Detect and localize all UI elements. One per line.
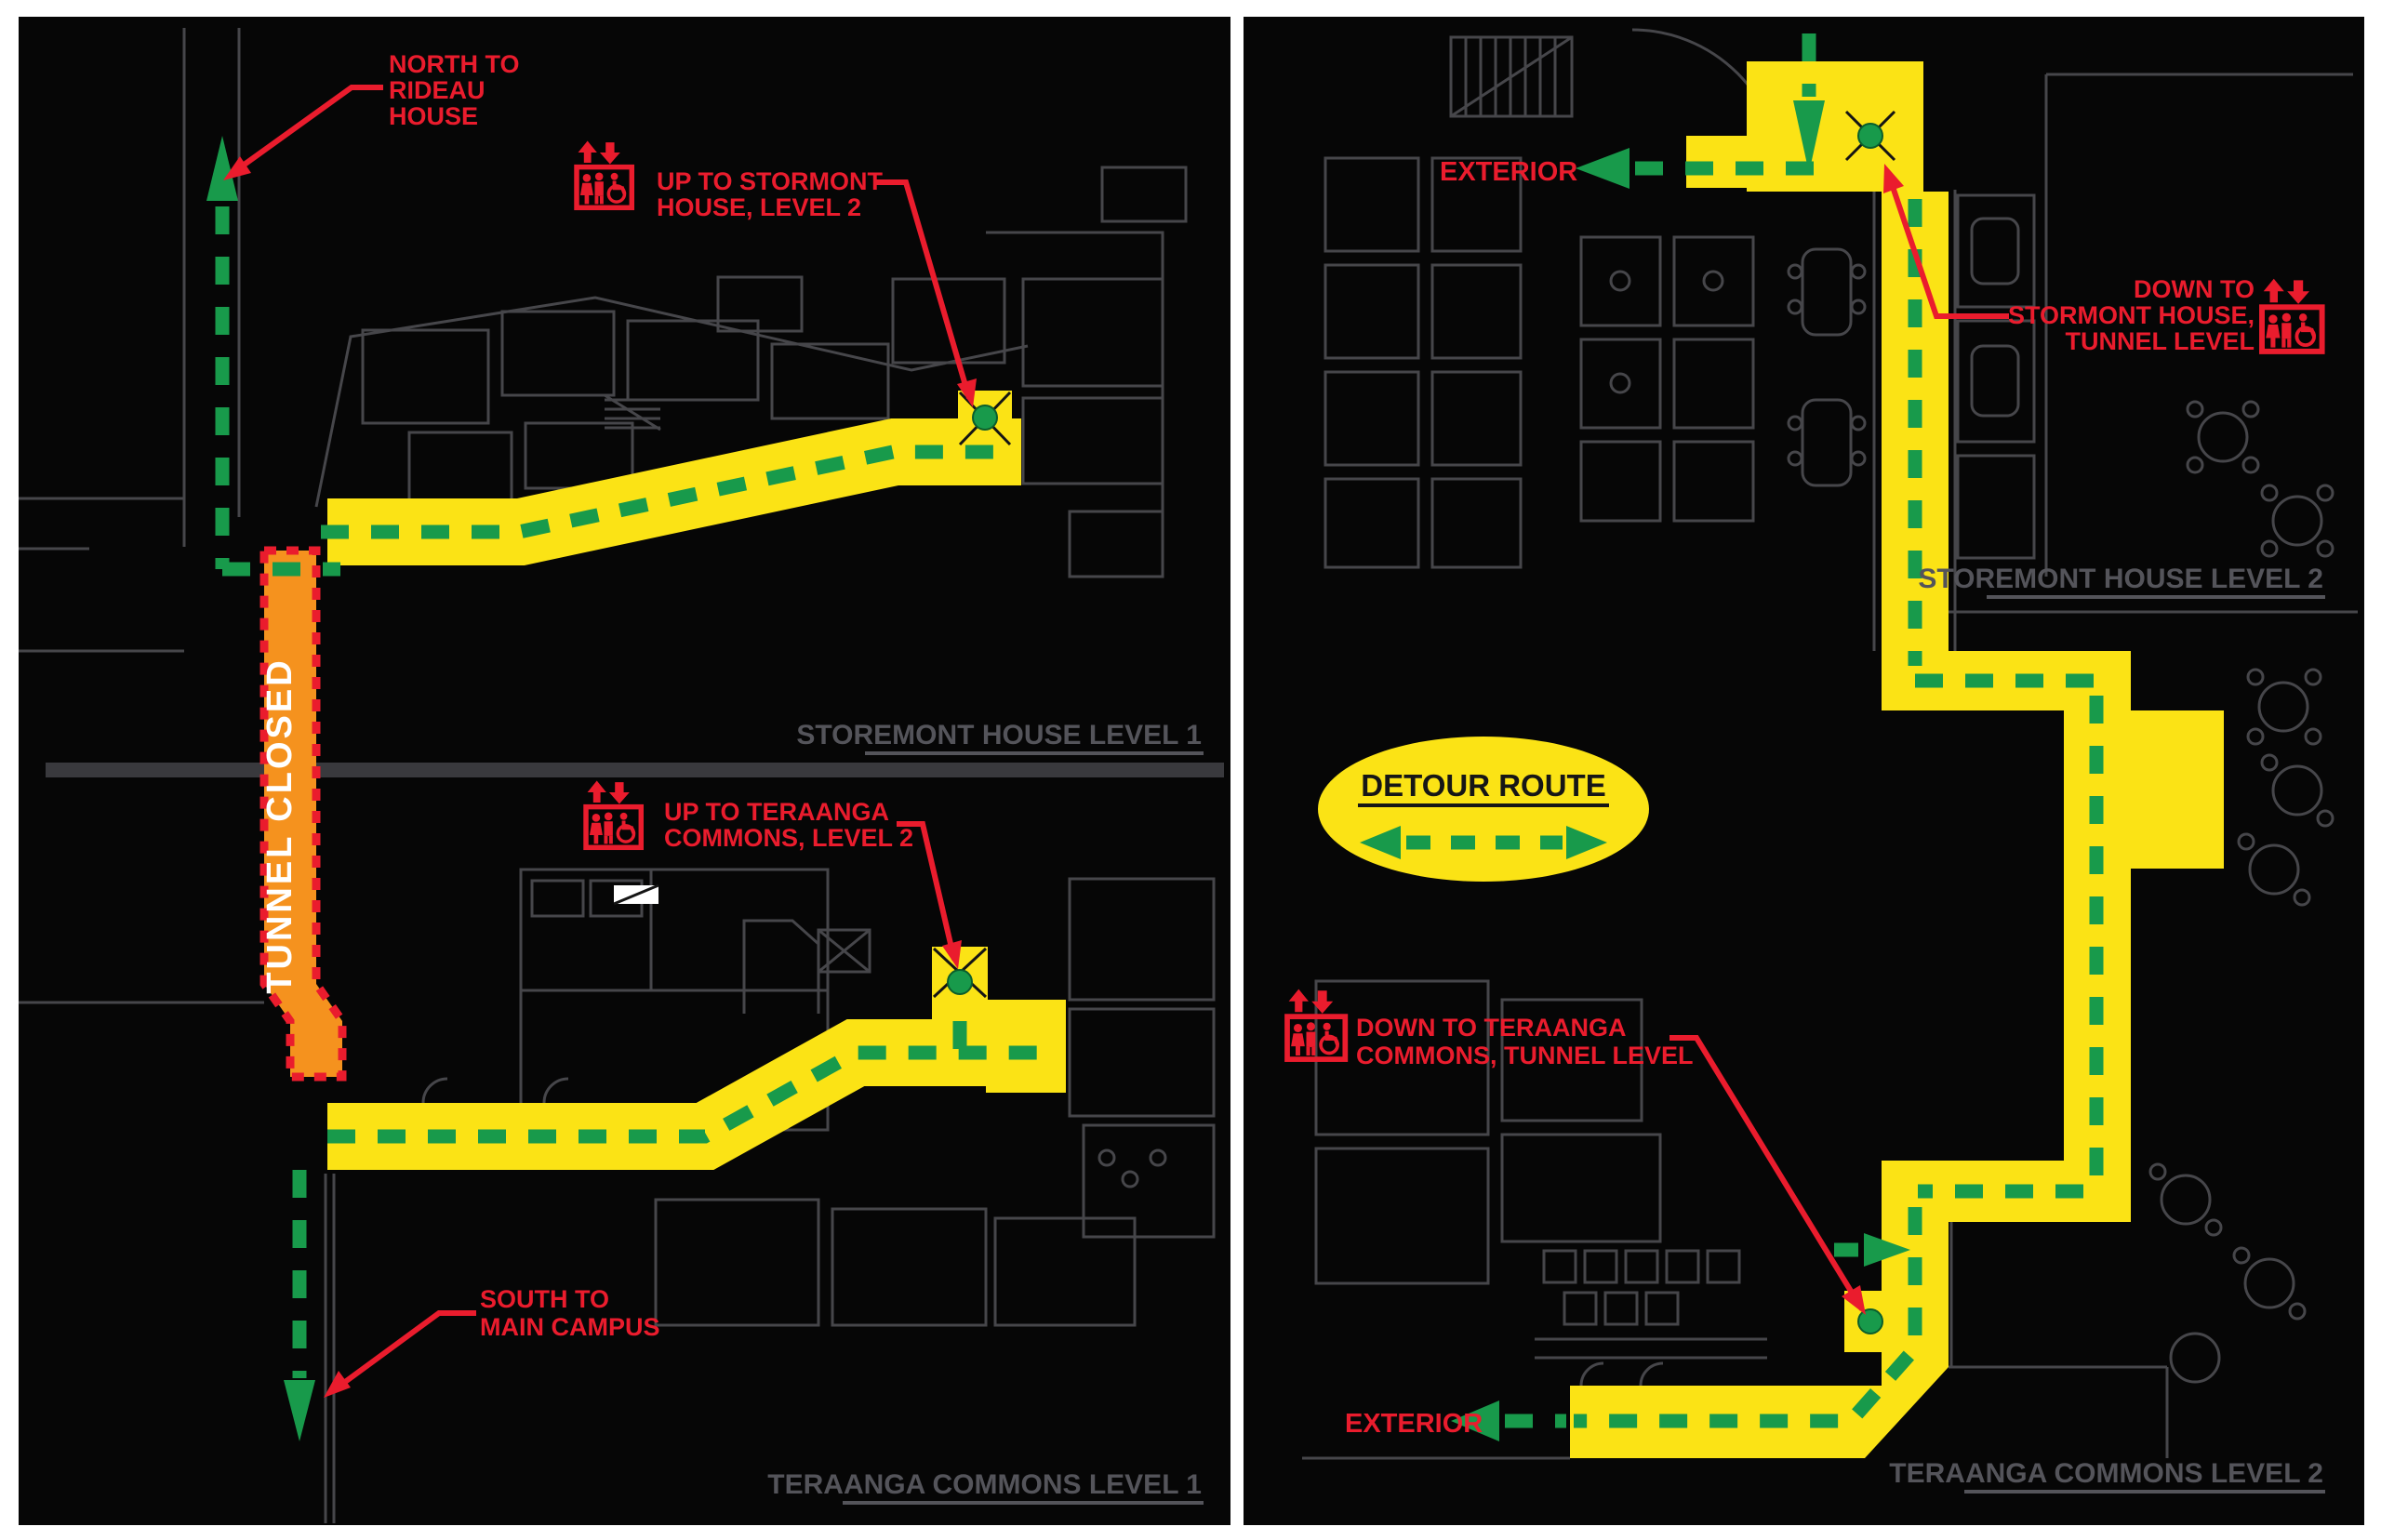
label-north-line1: NORTH TO xyxy=(389,50,520,78)
label-south-line1: SOUTH TO xyxy=(480,1285,610,1313)
label-down-stormont-line3: TUNNEL LEVEL xyxy=(2065,327,2255,355)
label-up-teraanga-line1: UP TO TERAANGA xyxy=(664,798,890,826)
panel-level1 xyxy=(19,17,1230,1525)
section-label-storemont-l2: STOREMONT HOUSE LEVEL 2 xyxy=(1918,564,2323,594)
section-underline-storemont-l2 xyxy=(1987,595,2325,599)
legend-label: DETOUR ROUTE xyxy=(1361,768,1606,803)
tunnel-closed-label: TUNNEL CLOSED xyxy=(260,657,299,994)
label-exterior-bottom: EXTERIOR xyxy=(1345,1409,1483,1439)
panel-level2 xyxy=(1244,17,2364,1525)
section-underline-teraanga-l1 xyxy=(843,1501,1204,1505)
section-underline-teraanga-l2 xyxy=(1964,1490,2325,1494)
label-exterior-top: EXTERIOR xyxy=(1440,157,1578,187)
label-down-stormont-line2: STORMONT HOUSE, xyxy=(2007,301,2255,329)
label-north-line2: RIDEAU xyxy=(389,76,486,104)
label-down-teraanga-line2: COMMONS, TUNNEL LEVEL xyxy=(1356,1042,1694,1069)
section-label-storemont-l1: STOREMONT HOUSE LEVEL 1 xyxy=(796,720,1202,750)
elevator-dot-storemont-l1 xyxy=(973,405,997,430)
elevator-dot-teraanga-l1 xyxy=(948,970,972,994)
section-label-teraanga-l2: TERAANGA COMMONS LEVEL 2 xyxy=(1889,1458,2323,1489)
label-up-teraanga-line2: COMMONS, LEVEL 2 xyxy=(664,824,914,852)
label-down-teraanga-line1: DOWN TO TERAANGA xyxy=(1356,1014,1627,1042)
label-up-stormont-line1: UP TO STORMONT xyxy=(657,167,884,195)
label-north-line3: HOUSE xyxy=(389,102,479,130)
section-divider xyxy=(46,763,1224,777)
elevator-dot-teraanga-l2 xyxy=(1858,1309,1882,1334)
label-south-line2: MAIN CAMPUS xyxy=(480,1313,660,1341)
elevator-dot-storemont-l2 xyxy=(1858,124,1882,148)
legend-underline xyxy=(1358,803,1609,807)
legend-detour-route xyxy=(1318,737,1649,882)
section-underline-storemont-l1 xyxy=(865,751,1204,755)
label-up-stormont-line2: HOUSE, LEVEL 2 xyxy=(657,193,862,221)
section-label-teraanga-l1: TERAANGA COMMONS LEVEL 1 xyxy=(767,1469,1202,1500)
label-down-stormont-line1: DOWN TO xyxy=(2134,275,2255,303)
